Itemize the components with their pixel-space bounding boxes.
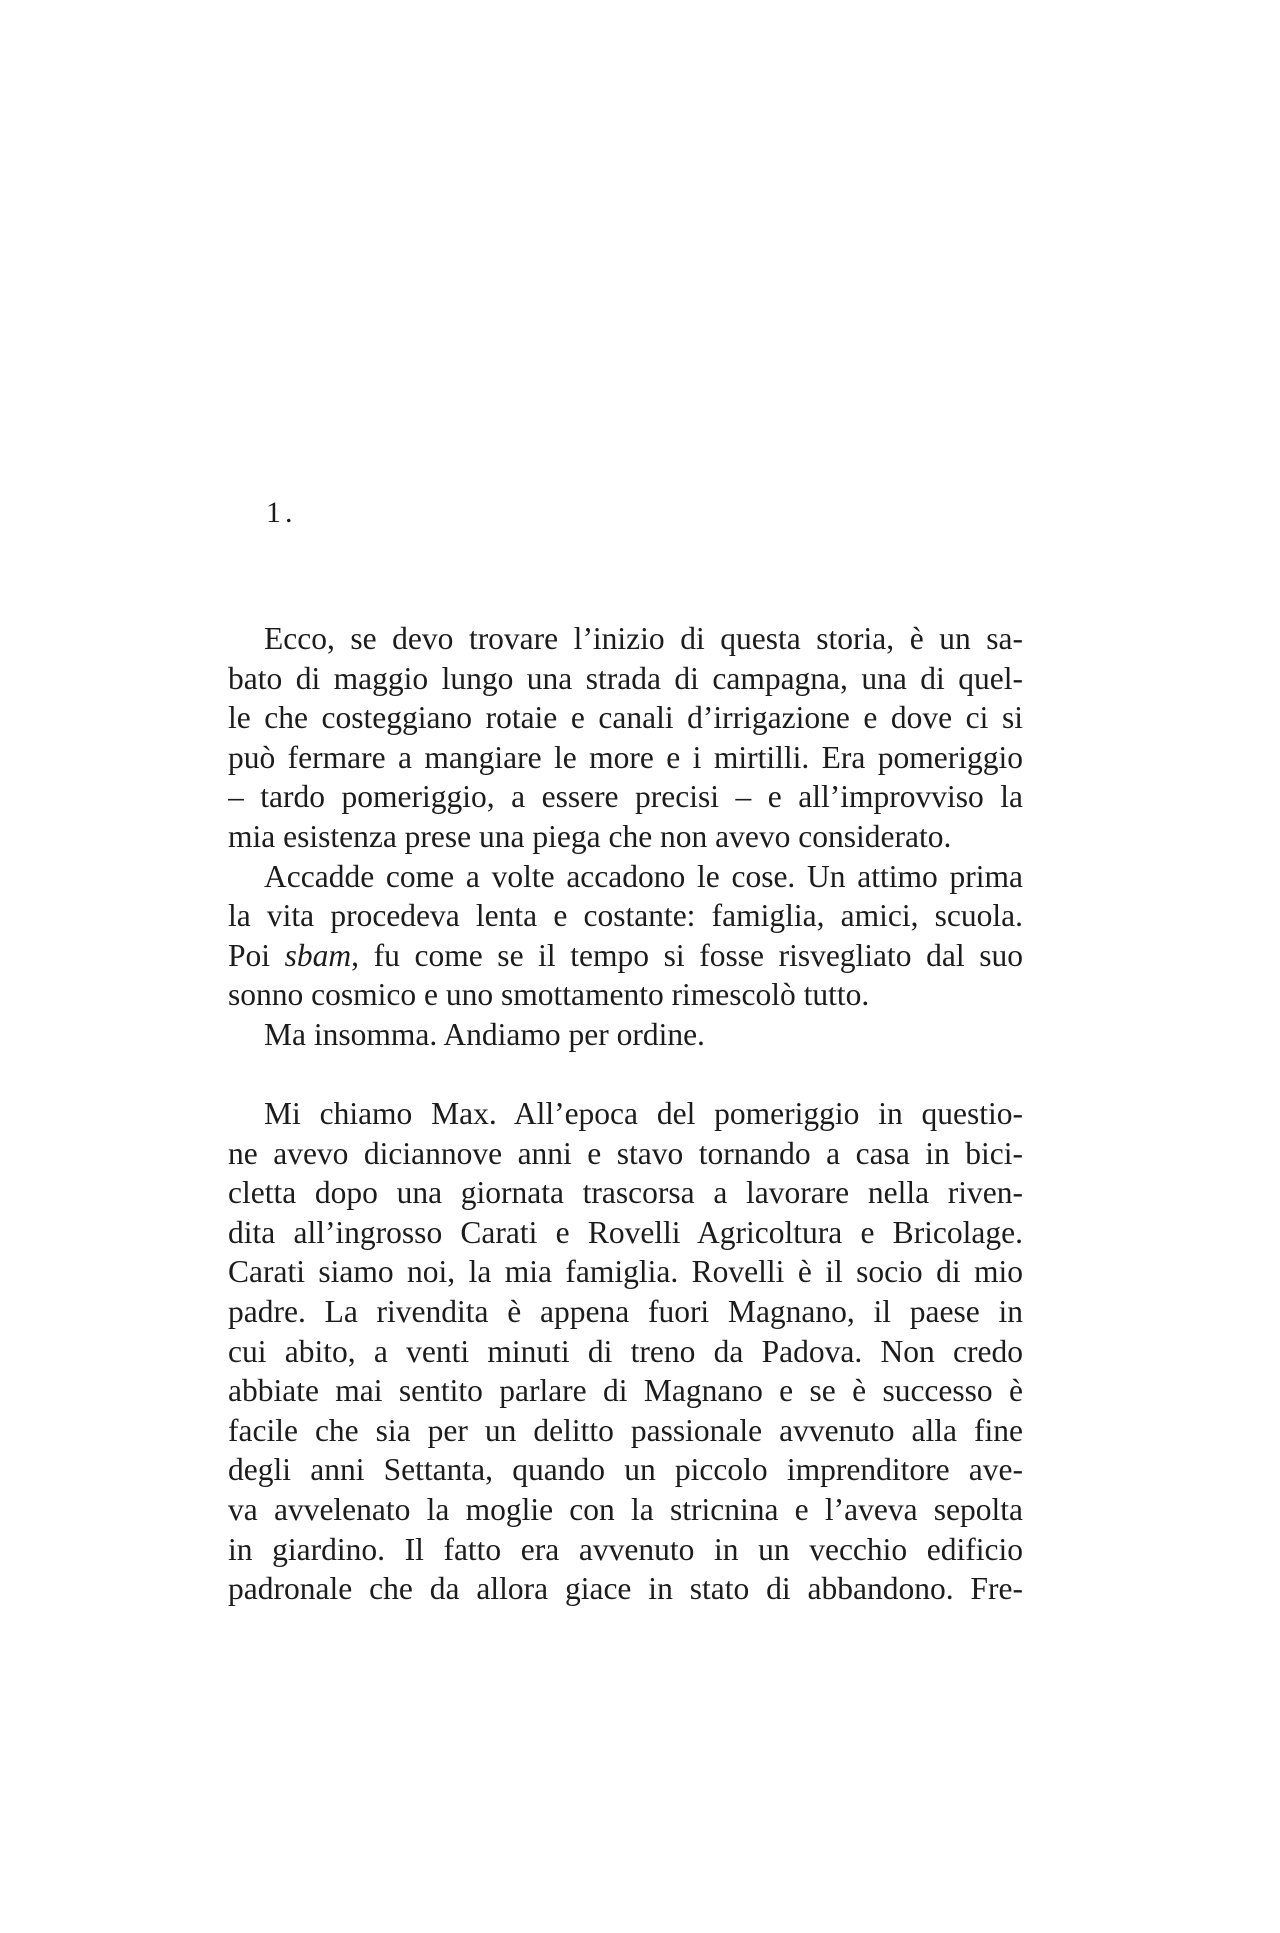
text-line: va avvelenato la moglie con la stricnina e l’aveva sepolta (228, 1491, 1023, 1527)
text-fragment: Poi (228, 937, 285, 973)
text-line: sonno cosmico e uno smottamento rimescolò tutto. (228, 977, 870, 1013)
section-2 (228, 1094, 1023, 1609)
text-line: bato di maggio lungo una strada di campagna, una di quel- (228, 660, 1023, 696)
text-line: Ma insomma. Andiamo per ordine. (264, 1016, 705, 1052)
text-line: padronale che da allora giace in stato di abbandono. Fre- (228, 1571, 1023, 1607)
text-line: Ecco, se devo trovare l’inizio di questa storia, è un sa- (264, 621, 1023, 656)
text-line: può fermare a mangiare le more e i mirtilli. Era pomeriggio (228, 739, 1023, 775)
text-line: degli anni Settanta, quando un piccolo imprenditore ave- (228, 1452, 1023, 1488)
text-line: Carati siamo noi, la mia famiglia. Rovelli è il socio di mio (228, 1254, 1023, 1290)
text-line: ne avevo diciannove anni e stavo tornando a casa in bici- (228, 1135, 1023, 1171)
text-line: cletta dopo una giornata trascorsa a lavorare nella riven- (228, 1175, 1023, 1211)
text-line: dita all’ingrosso Carati e Rovelli Agricoltura e Bricolage. (228, 1214, 1023, 1250)
chapter-number: 1. (266, 496, 297, 529)
text-line: mia esistenza prese una piega che non avevo considerato. (228, 818, 952, 854)
text-line: padre. La rivendita è appena fuori Magnano, il paese in (228, 1293, 1023, 1329)
text-line: le che costeggiano rotaie e canali d’irrigazione e dove ci si (228, 700, 1023, 736)
text-line-mixed (228, 936, 1023, 976)
text-line: abbiate mai sentito parlare di Magnano e se è successo è (228, 1373, 1023, 1409)
text-line: Accadde come a volte accadono le cose. Un attimo prima (264, 858, 1023, 894)
section-1 (228, 619, 1023, 1055)
text-line: facile che sia per un delitto passionale avvenuto alla fine (228, 1412, 1023, 1448)
text-line: cui abito, a venti minuti di treno da Padova. Non credo (228, 1333, 1023, 1369)
text-line: – tardo pomeriggio, a essere precisi – e all’improvviso la (228, 779, 1023, 815)
text-line: Mi chiamo Max. All’epoca del pomeriggio in questio- (264, 1096, 1023, 1131)
text-line: in giardino. Il fatto era avvenuto in un vecchio edificio (228, 1531, 1023, 1567)
text-line: la vita procedeva lenta e costante: famiglia, amici, scuola. (228, 898, 1023, 934)
text-fragment: , fu come se il tempo si fosse risvegliato dal suo (351, 937, 1023, 973)
italic-text-fragment: sbam (284, 937, 352, 973)
